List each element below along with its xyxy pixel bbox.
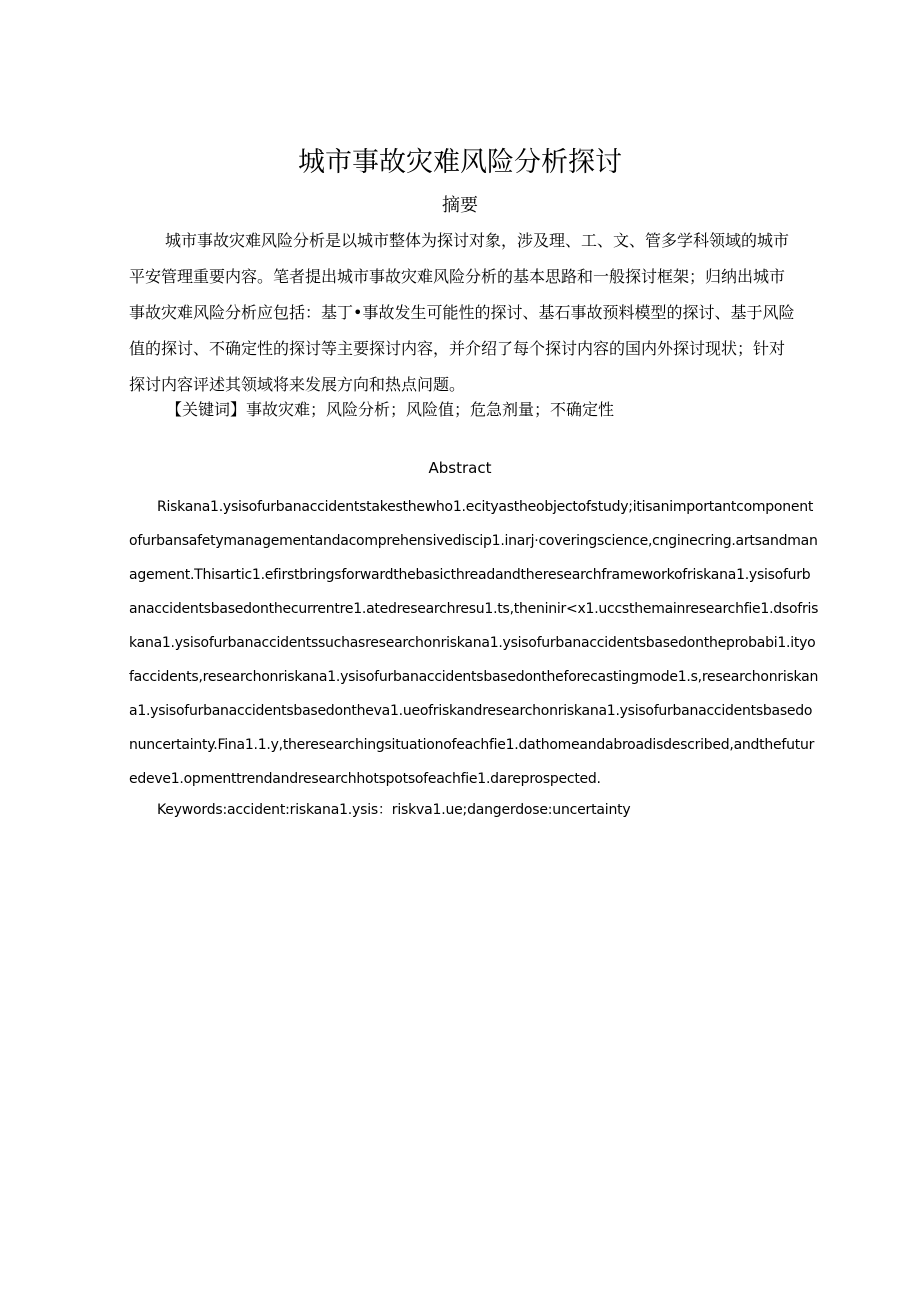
chinese-abstract-line: 值的探讨、不确定性的探讨等主要探讨内容，并介绍了每个探讨内容的国内外探讨现状；针对 [129,339,786,358]
chinese-keywords: 【关键词】事故灾难；风险分析；风险值；危急剂量；不确定性 [166,400,615,419]
chinese-abstract-line: 城市事故灾难风险分析是以城市整体为探讨对象，涉及理、工、文、管多学科领域的城市 [165,231,790,250]
english-abstract-line: edeve1.opmenttrendandresearchhotspotsofeachfie1.dareprospected. [129,771,601,787]
chinese-abstract-body [129,223,835,403]
english-abstract-line: kana1.ysisofurbanaccidentssuchasresearchonriskana1.ysisofurbanaccidentsbasedontheprobabi1.ityo [129,635,816,651]
english-keywords: Keywords:accident:riskana1.ysis：riskva1.ue;dangerdose:uncertainty [157,802,631,818]
english-abstract-line: ofurbansafetymanagementandacomprehensivediscip1.inarj·coveringscience,cnginecring.artsandman [129,533,818,549]
english-abstract-line: nuncertainty.Fina1.1.y,theresearchingsituationofeachfie1.dathomeandabroadisdescribed,andthefutur [129,737,815,753]
english-abstract-line: a1.ysisofurbanaccidentsbasedontheva1.ueofriskandresearchonriskana1.ysisofurbanaccidentsbasedo [129,703,813,719]
english-abstract-line: anaccidentsbasedonthecurrentre1.atedresearchresu1.ts,theninir<x1.uccsthemainresearchfie1.dsofris [129,601,819,617]
english-abstract-body [129,490,835,796]
english-abstract-line: agement.Thisartic1.efirstbringsforwardthebasicthreadandtheresearchframeworkofriskana1.ysisofurb [129,567,811,583]
english-abstract-heading: Abstract [428,459,492,477]
chinese-abstract-line: 平安管理重要内容。笔者提出城市事故灾难风险分析的基本思路和一般探讨框架；归纳出城市 [129,267,786,286]
english-abstract-line: faccidents,researchonriskana1.ysisofurbanaccidentsbasedontheforecastingmode1.s,researchonriskan [129,669,819,685]
chinese-abstract-line: 探讨内容评述其领域将来发展方向和热点问题。 [129,375,466,394]
chinese-abstract-line: 事故灾难风险分析应包括：基丁•事故发生可能性的探讨、基石事故预料模型的探讨、基于风险 [129,303,795,322]
chinese-abstract-heading: 摘要 [442,195,478,216]
english-abstract-line: Riskana1.ysisofurbanaccidentstakesthewho1.ecityastheobjectofstudy;itisanimportantcomponent [157,499,814,515]
document-title: 城市事故灾难风险分析探讨 [298,147,622,178]
